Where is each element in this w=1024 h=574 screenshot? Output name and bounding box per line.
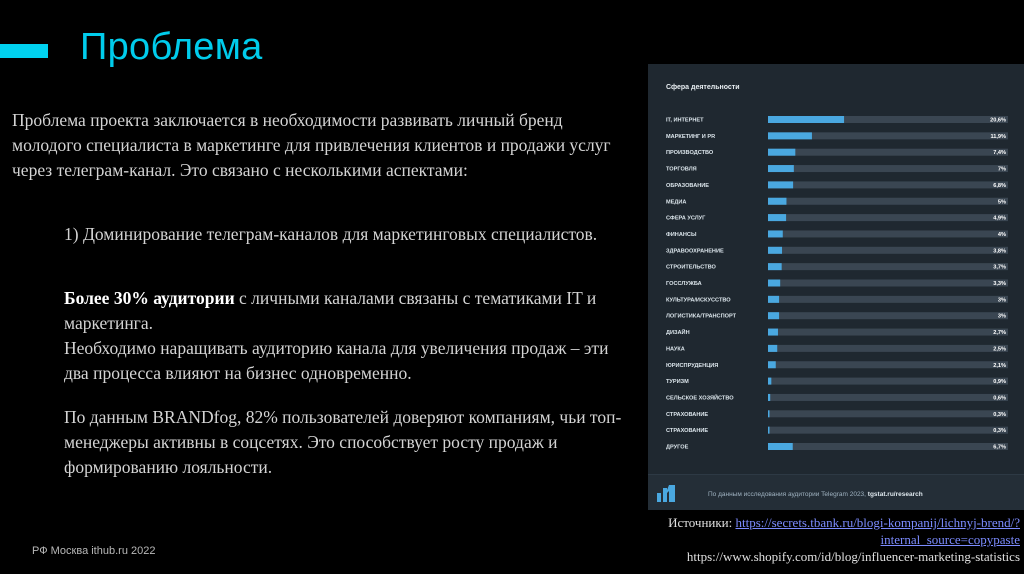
bar <box>768 394 770 401</box>
category-label: ТОРГОВЛЯ <box>666 166 697 173</box>
caption-source: tgstat.ru/research <box>867 491 923 498</box>
caption-prefix: По данным исследования аудитории Telegram 2023, <box>708 491 868 498</box>
category-label: СФЕРА УСЛУГ <box>666 215 706 222</box>
bar-track <box>768 214 1008 221</box>
category-label: СЕЛЬСКОЕ ХОЗЯЙСТВО <box>666 395 734 402</box>
bar <box>768 361 776 368</box>
value-label: 3,3% <box>993 281 1006 287</box>
bar-track <box>768 312 1008 319</box>
bar-track <box>768 345 1008 352</box>
category-label: ДРУГОЕ <box>666 444 689 451</box>
bar <box>768 247 782 254</box>
value-label: 5% <box>997 199 1006 206</box>
bar-track <box>768 280 1008 287</box>
category-label: МАРКЕТИНГ И PR <box>666 133 716 140</box>
tgstat-logo-icon <box>656 483 676 503</box>
category-label: ЗДРАВООХРАНЕНИЕ <box>666 248 724 255</box>
bar <box>768 443 793 450</box>
bar-track <box>768 296 1008 303</box>
title-accent-bar <box>0 44 48 58</box>
bar <box>768 132 812 139</box>
bar <box>768 329 778 336</box>
bar-track <box>768 149 1008 156</box>
value-label: 3% <box>997 313 1006 320</box>
bar-track <box>768 247 1008 254</box>
bar-track <box>768 165 1008 172</box>
value-label: 0,3% <box>993 411 1006 418</box>
bar-track <box>768 443 1008 450</box>
category-label: ГОССЛУЖБА <box>666 281 702 287</box>
bar <box>768 181 793 188</box>
bar <box>768 312 779 319</box>
value-label: 7% <box>997 166 1006 173</box>
stat-line-2: Необходимо наращивать аудиторию канала для увеличения продаж – эти два процесса влияют на бизнес одновременно. <box>64 338 609 383</box>
bar-track <box>768 410 1008 417</box>
value-label: 0,3% <box>993 428 1006 435</box>
value-label: 0,6% <box>993 395 1006 402</box>
category-label: МЕДИА <box>666 199 687 206</box>
bar-track <box>768 230 1008 237</box>
bar-track <box>768 378 1008 385</box>
value-label: 0,9% <box>993 379 1006 386</box>
value-label: 2,5% <box>993 346 1006 353</box>
chart-footer <box>648 474 1024 510</box>
category-label: ЛОГИСТИКА/ТРАНСПОРТ <box>666 313 737 320</box>
bar-track <box>768 263 1008 270</box>
category-label: СТРОИТЕЛЬСТВО <box>666 264 716 271</box>
bar <box>768 378 771 385</box>
value-label: 6,8% <box>993 182 1006 189</box>
value-label: 3,7% <box>993 264 1006 271</box>
intro-paragraph: Проблема проекта заключается в необходимости развивать личный бренд молодого специалиста в маркетинге для привлечения клиентов и продажи услуг через телеграм-канал. Это связано с несколькими аспектами: <box>12 110 611 180</box>
bar-track <box>768 427 1008 434</box>
category-label: IT, ИНТЕРНЕТ <box>666 117 704 124</box>
bar <box>768 296 779 303</box>
category-label: ОБРАЗОВАНИЕ <box>666 182 710 189</box>
bar <box>768 427 770 434</box>
stat-highlight: Более 30% аудитории <box>64 288 235 308</box>
source-2: https://www.shopify.com/id/blog/influencer-marketing-statistics <box>686 549 1020 564</box>
category-label: СТРАХОВАНИЕ <box>666 428 709 435</box>
stat-paragraph <box>64 286 624 386</box>
value-label: 3% <box>997 297 1006 304</box>
value-label: 4,9% <box>993 215 1006 222</box>
bar <box>768 214 786 221</box>
chart-caption <box>708 491 923 498</box>
value-label: 7,4% <box>993 150 1006 157</box>
bar <box>768 263 782 270</box>
bar <box>768 410 770 417</box>
source-link-1[interactable]: https://secrets.tbank.ru/blogi-kompanij/lichnyj-brend/?internal_source=copypaste <box>735 515 1020 547</box>
category-label: ФИНАНСЫ <box>666 231 697 238</box>
value-label: 20,6% <box>990 117 1006 124</box>
category-label: НАУКА <box>666 346 685 353</box>
value-label: 2,1% <box>993 362 1006 369</box>
value-label: 4% <box>997 231 1006 238</box>
bar-track <box>768 181 1008 188</box>
value-label: 6,7% <box>993 444 1006 451</box>
chart-panel <box>648 64 1024 510</box>
bar-track <box>768 361 1008 368</box>
category-label: ЮРИСПРУДЕНЦИЯ <box>666 362 719 369</box>
stat-rest: с личными каналами связаны с тематиками IT и маркетинга. <box>64 288 597 333</box>
chart-title: Сфера деятельности <box>666 84 740 91</box>
slide-title: Проблема <box>80 26 263 68</box>
bar <box>768 280 780 287</box>
category-label: КУЛЬТУРА/ИСКУССТВО <box>666 297 731 304</box>
bar <box>768 198 786 205</box>
value-label: 2,7% <box>993 330 1006 337</box>
category-label: ДИЗАЙН <box>666 330 690 337</box>
bar-chart <box>648 64 1024 474</box>
bar-track <box>768 329 1008 336</box>
bar <box>768 149 795 156</box>
bar <box>768 116 844 123</box>
bar <box>768 165 794 172</box>
bar-track <box>768 198 1008 205</box>
footer-text: РФ Москва ithub.ru 2022 <box>32 545 156 557</box>
sources-label: Источники: <box>668 515 736 530</box>
value-label: 11,9% <box>990 133 1006 140</box>
value-label: 3,8% <box>993 248 1006 255</box>
brandfog-paragraph: По данным BRANDfog, 82% пользователей доверяют компаниям, чьи топ-менеджеры активны в соцсетях. Это способствует росту продаж и формированию лояльности. <box>64 407 622 477</box>
category-label: ПРОИЗВОДСТВО <box>666 150 714 157</box>
category-label: СТРАХОВАНИЕ <box>666 411 709 418</box>
bar-track <box>768 394 1008 401</box>
category-label: ТУРИЗМ <box>666 379 689 386</box>
bar <box>768 345 777 352</box>
sources-block <box>600 514 1020 565</box>
bar <box>768 230 783 237</box>
point-1: 1) Доминирование телеграм-каналов для маркетинговых специалистов. <box>64 224 598 244</box>
